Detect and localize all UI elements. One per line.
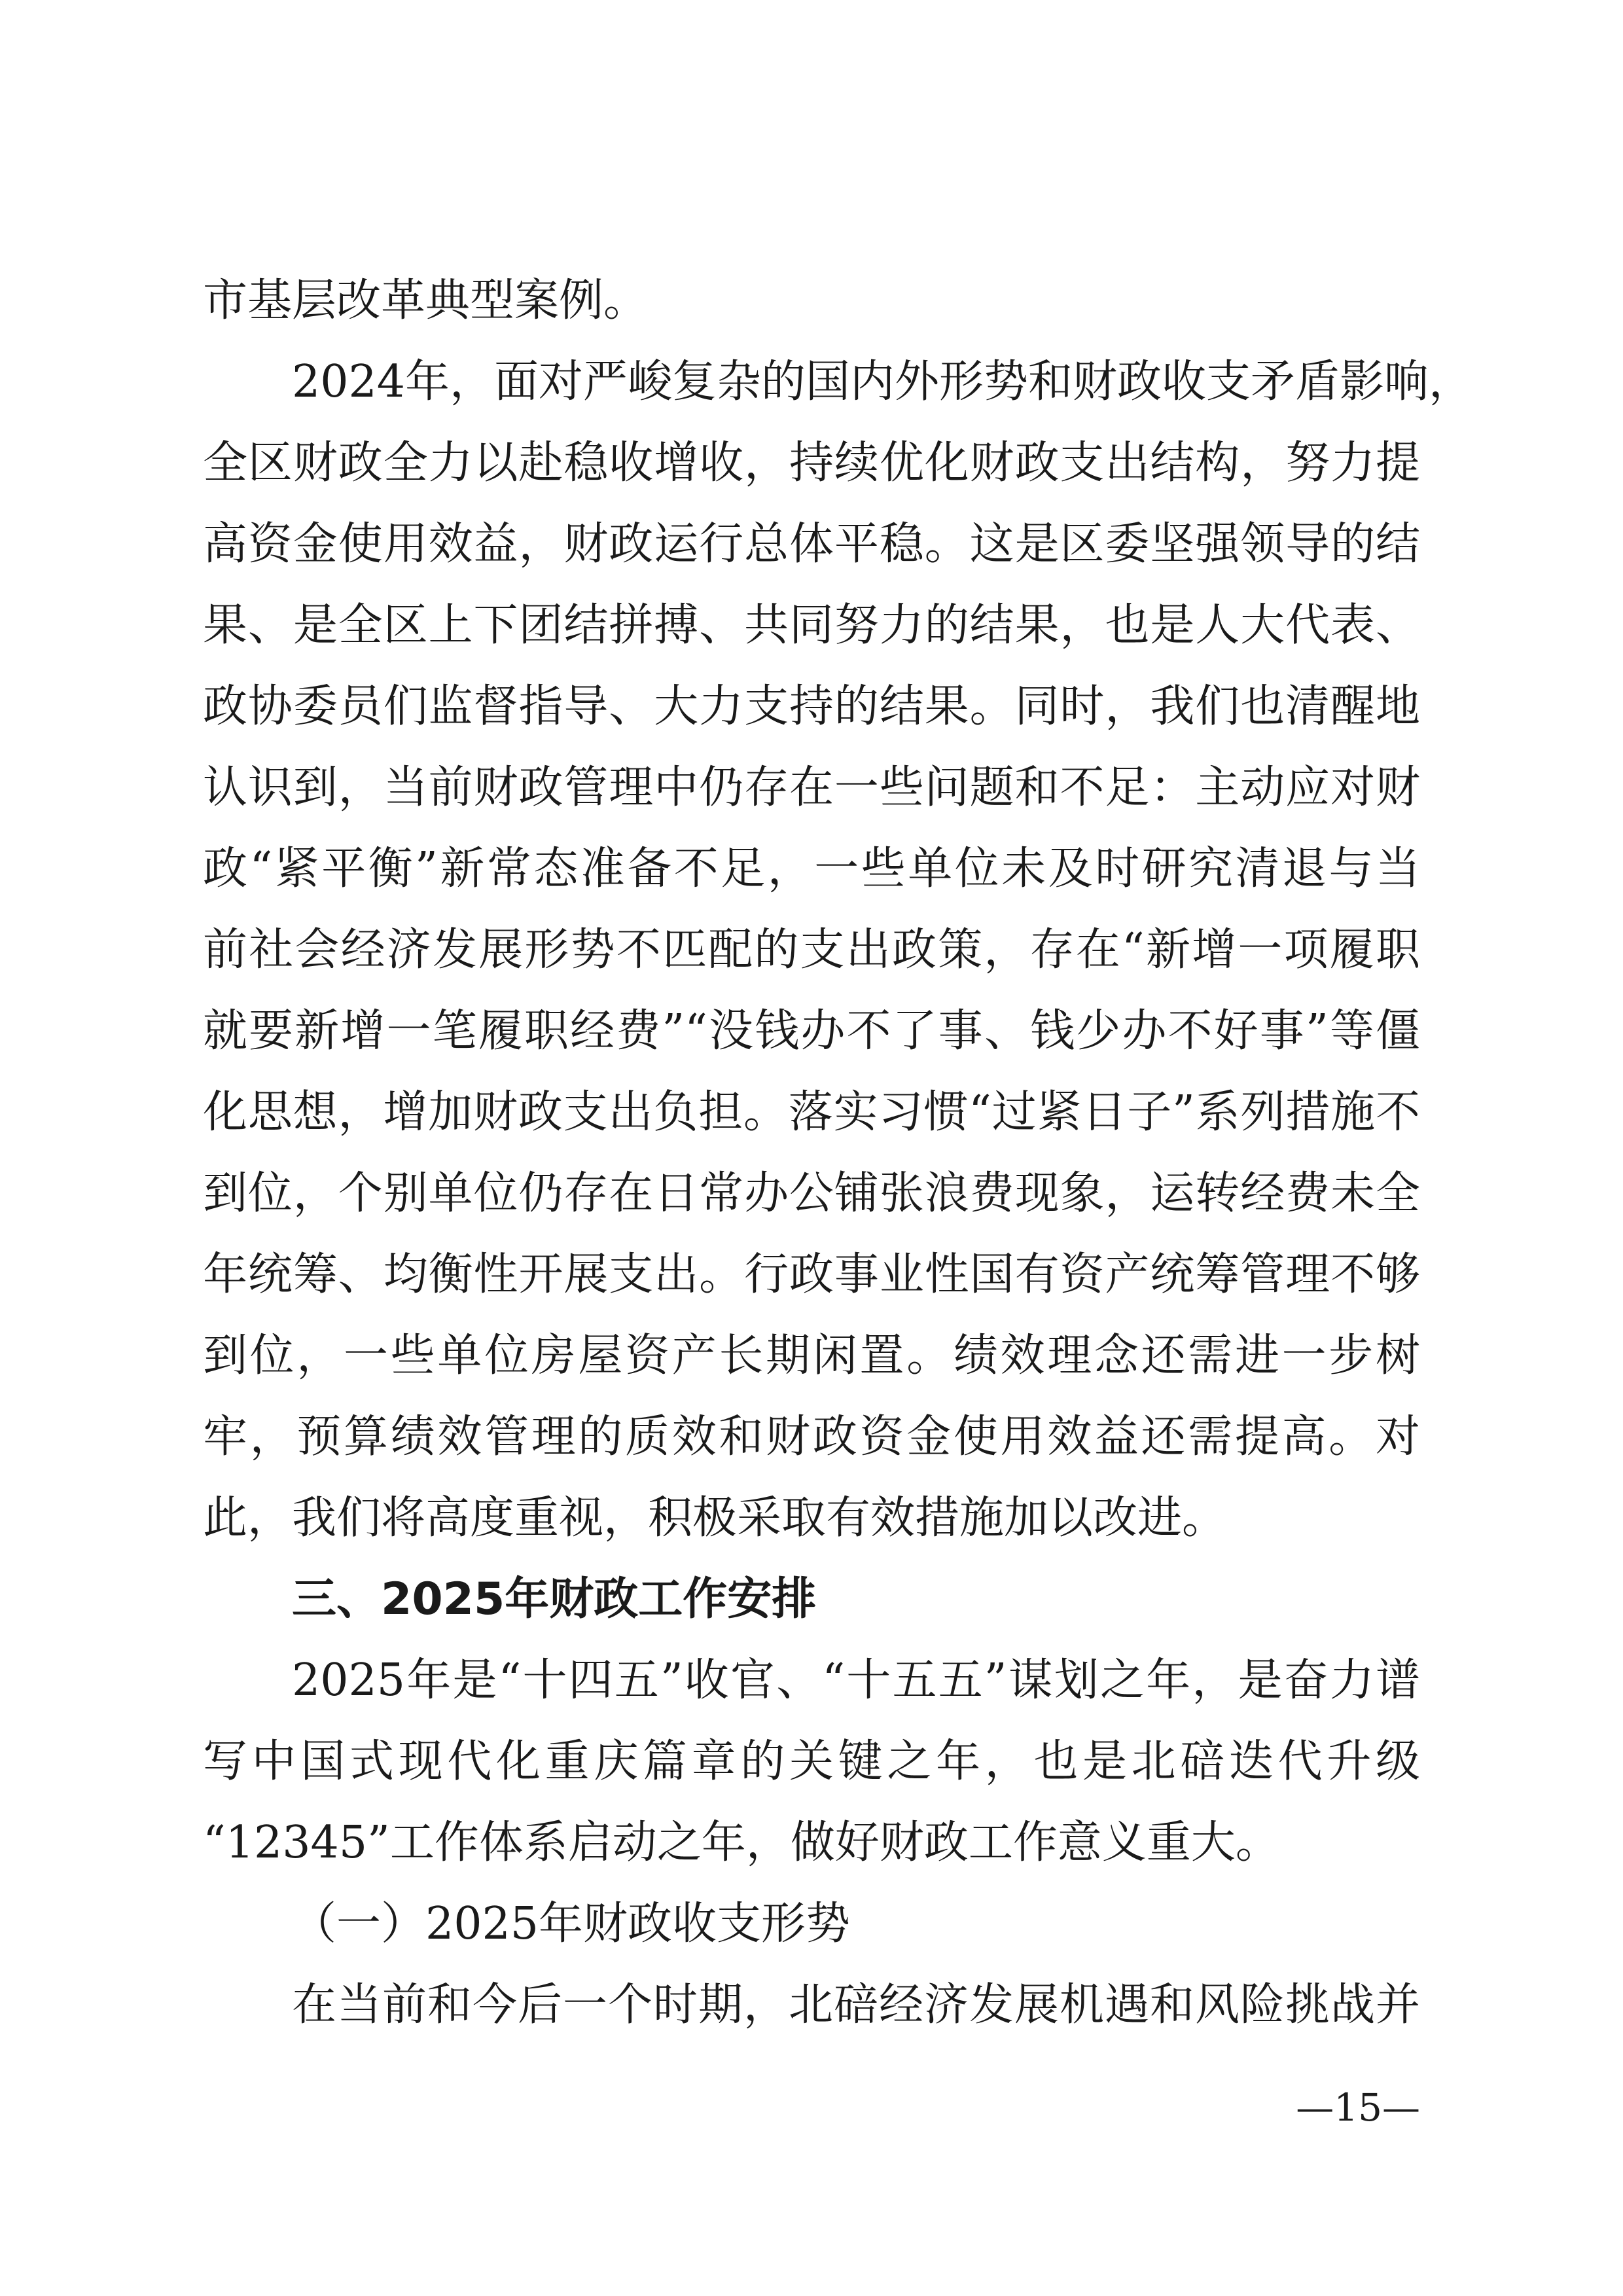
body-text-line: 到位，个别单位仍存在日常办公铺张浪费现象，运转经费未全 bbox=[203, 1168, 1420, 1219]
page-number: —15— bbox=[1296, 2085, 1420, 2130]
body-text-line: 高资金使用效益，财政运行总体平稳。这是区委坚强领导的结 bbox=[203, 518, 1420, 570]
paragraph-first-line: 2024年，面对严峻复杂的国内外形势和财政收支矛盾影响， bbox=[292, 356, 1474, 408]
body-text-line: 市基层改革典型案例。 bbox=[203, 275, 649, 327]
body-text-line: 认识到，当前财政管理中仍存在一些问题和不足：主动应对财 bbox=[203, 762, 1420, 814]
paragraph-first-line: 在当前和今后一个时期，北碚经济发展机遇和风险挑战并 bbox=[292, 1979, 1420, 2031]
body-text-line: 此，我们将高度重视，积极采取有效措施加以改进。 bbox=[203, 1492, 1227, 1544]
body-text-line: 年统筹、均衡性开展支出。行政事业性国有资产统筹管理不够 bbox=[203, 1249, 1420, 1300]
section-heading: 三、2025年财政工作安排 bbox=[292, 1573, 817, 1625]
subsection-heading: （一）2025年财政收支形势 bbox=[292, 1898, 851, 1950]
body-text-line: “12345”工作体系启动之年，做好财政工作意义重大。 bbox=[203, 1817, 1280, 1869]
body-text-line: 到位，一些单位房屋资产长期闲置。绩效理念还需进一步树 bbox=[203, 1330, 1420, 1382]
body-text-line: 化思想，增加财政支出负担。落实习惯“过紧日子”系列措施不 bbox=[203, 1086, 1420, 1138]
paragraph-first-line: 2025年是“十四五”收官、“十五五”谋划之年，是奋力谱 bbox=[292, 1655, 1420, 1706]
body-text-line: 果、是全区上下团结拼搏、共同努力的结果，也是人大代表、 bbox=[203, 600, 1420, 651]
body-text-line: 就要新增一笔履职经费”“没钱办不了事、钱少办不好事”等僵 bbox=[203, 1005, 1420, 1057]
body-text-line: 政“紧平衡”新常态准备不足，一些单位未及时研究清退与当 bbox=[203, 843, 1420, 895]
body-text-line: 写中国式现代化重庆篇章的关键之年，也是北碚迭代升级 bbox=[203, 1736, 1420, 1787]
body-text-line: 全区财政全力以赴稳收增收，持续优化财政支出结构，努力提 bbox=[203, 437, 1420, 489]
body-text-line: 政协委员们监督指导、大力支持的结果。同时，我们也清醒地 bbox=[203, 681, 1420, 732]
body-text-line: 牢，预算绩效管理的质效和财政资金使用效益还需提高。对 bbox=[203, 1411, 1420, 1463]
body-text-line: 前社会经济发展形势不匹配的支出政策，存在“新增一项履职 bbox=[203, 924, 1420, 976]
